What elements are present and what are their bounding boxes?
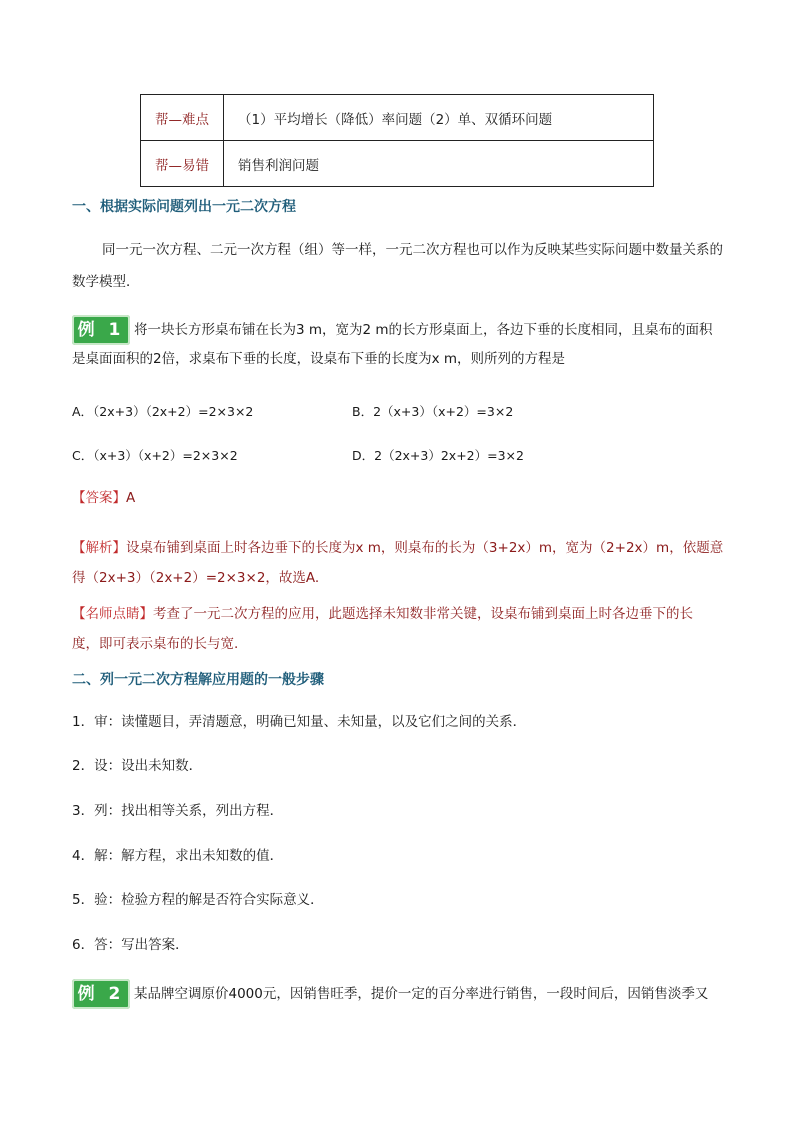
help-table [140,94,654,187]
help-key: 帮—易错 [141,141,224,187]
example-1-question-line1: 将一块长方形桌布铺在长为3 m，宽为2 m的长方形桌面上，各边下垂的长度相同，且桌布的面积 [134,322,713,338]
step-6: 6．答：写出答案． [72,937,189,953]
example-1-badge: 例 1 [72,315,130,345]
section-1-body: 同一元一次方程、二元一次方程（组）等一样，一元二次方程也可以作为反映某些实际问题中数量关系的数学模型． [72,242,723,290]
example-2-question [72,980,724,1009]
help-value: 销售利润问题 [224,141,654,187]
analysis-line1: 设桌布铺到桌面上时各边垂下的长度为x m，则桌布的长为（3+2x）m，宽为（2+2x）m，依题意 [126,540,724,556]
comment-line1: 考查了一元二次方程的应用，此题选择未知数非常关键，设桌布铺到桌面上时各边垂下的长 [153,606,693,622]
option-a: A．（2x+3）（2x+2）=2×3×2 [72,404,254,419]
section-2-title: 二、列一元二次方程解应用题的一般步骤 [72,672,324,688]
option-b: B．2（x+3）（x+2）=3×2 [352,404,514,419]
teacher-comment [72,599,728,659]
example-1-question-line2: 是桌面面积的2倍，求桌布下垂的长度，设桌布下垂的长度为x m，则所列的方程是 [72,351,566,367]
help-row-difficulty [141,95,654,141]
step-5: 5．验：检验方程的解是否符合实际意义． [72,892,324,908]
section-1-title: 一、根据实际问题列出一元二次方程 [72,199,296,215]
option-c: C．（x+3）（x+2）=2×3×2 [72,448,238,463]
option-d: D．2（2x+3）2x+2）=3×2 [352,448,524,463]
analysis-label: 【解析】 [72,540,126,556]
help-key: 帮—难点 [141,95,224,141]
analysis [72,533,728,593]
analysis-line2: 得（2x+3）（2x+2）=2×3×2，故选A. [72,570,320,586]
example-2-question-line1: 某品牌空调原价4000元，因销售旺季，提价一定的百分率进行销售，一段时间后，因销售淡季又 [134,986,709,1002]
step-4: 4．解：解方程，求出未知数的值． [72,848,284,864]
answer-line [72,484,135,512]
example-2-badge: 例 2 [72,979,130,1009]
comment-line2: 度，即可表示桌布的长与宽. [72,636,239,652]
step-2: 2．设：设出未知数． [72,758,203,774]
help-value: （1）平均增长（降低）率问题（2）单、双循环问题 [224,95,654,141]
example-1-question [72,316,724,374]
comment-label: 【名师点睛】 [72,606,153,622]
step-3: 3．列：找出相等关系，列出方程． [72,803,284,819]
answer-value: A [126,490,136,506]
answer-label: 【答案】 [72,490,126,506]
step-1: 1．审：读懂题目，弄清题意，明确已知量、未知量，以及它们之间的关系． [72,714,527,730]
help-row-mistakes [141,141,654,187]
